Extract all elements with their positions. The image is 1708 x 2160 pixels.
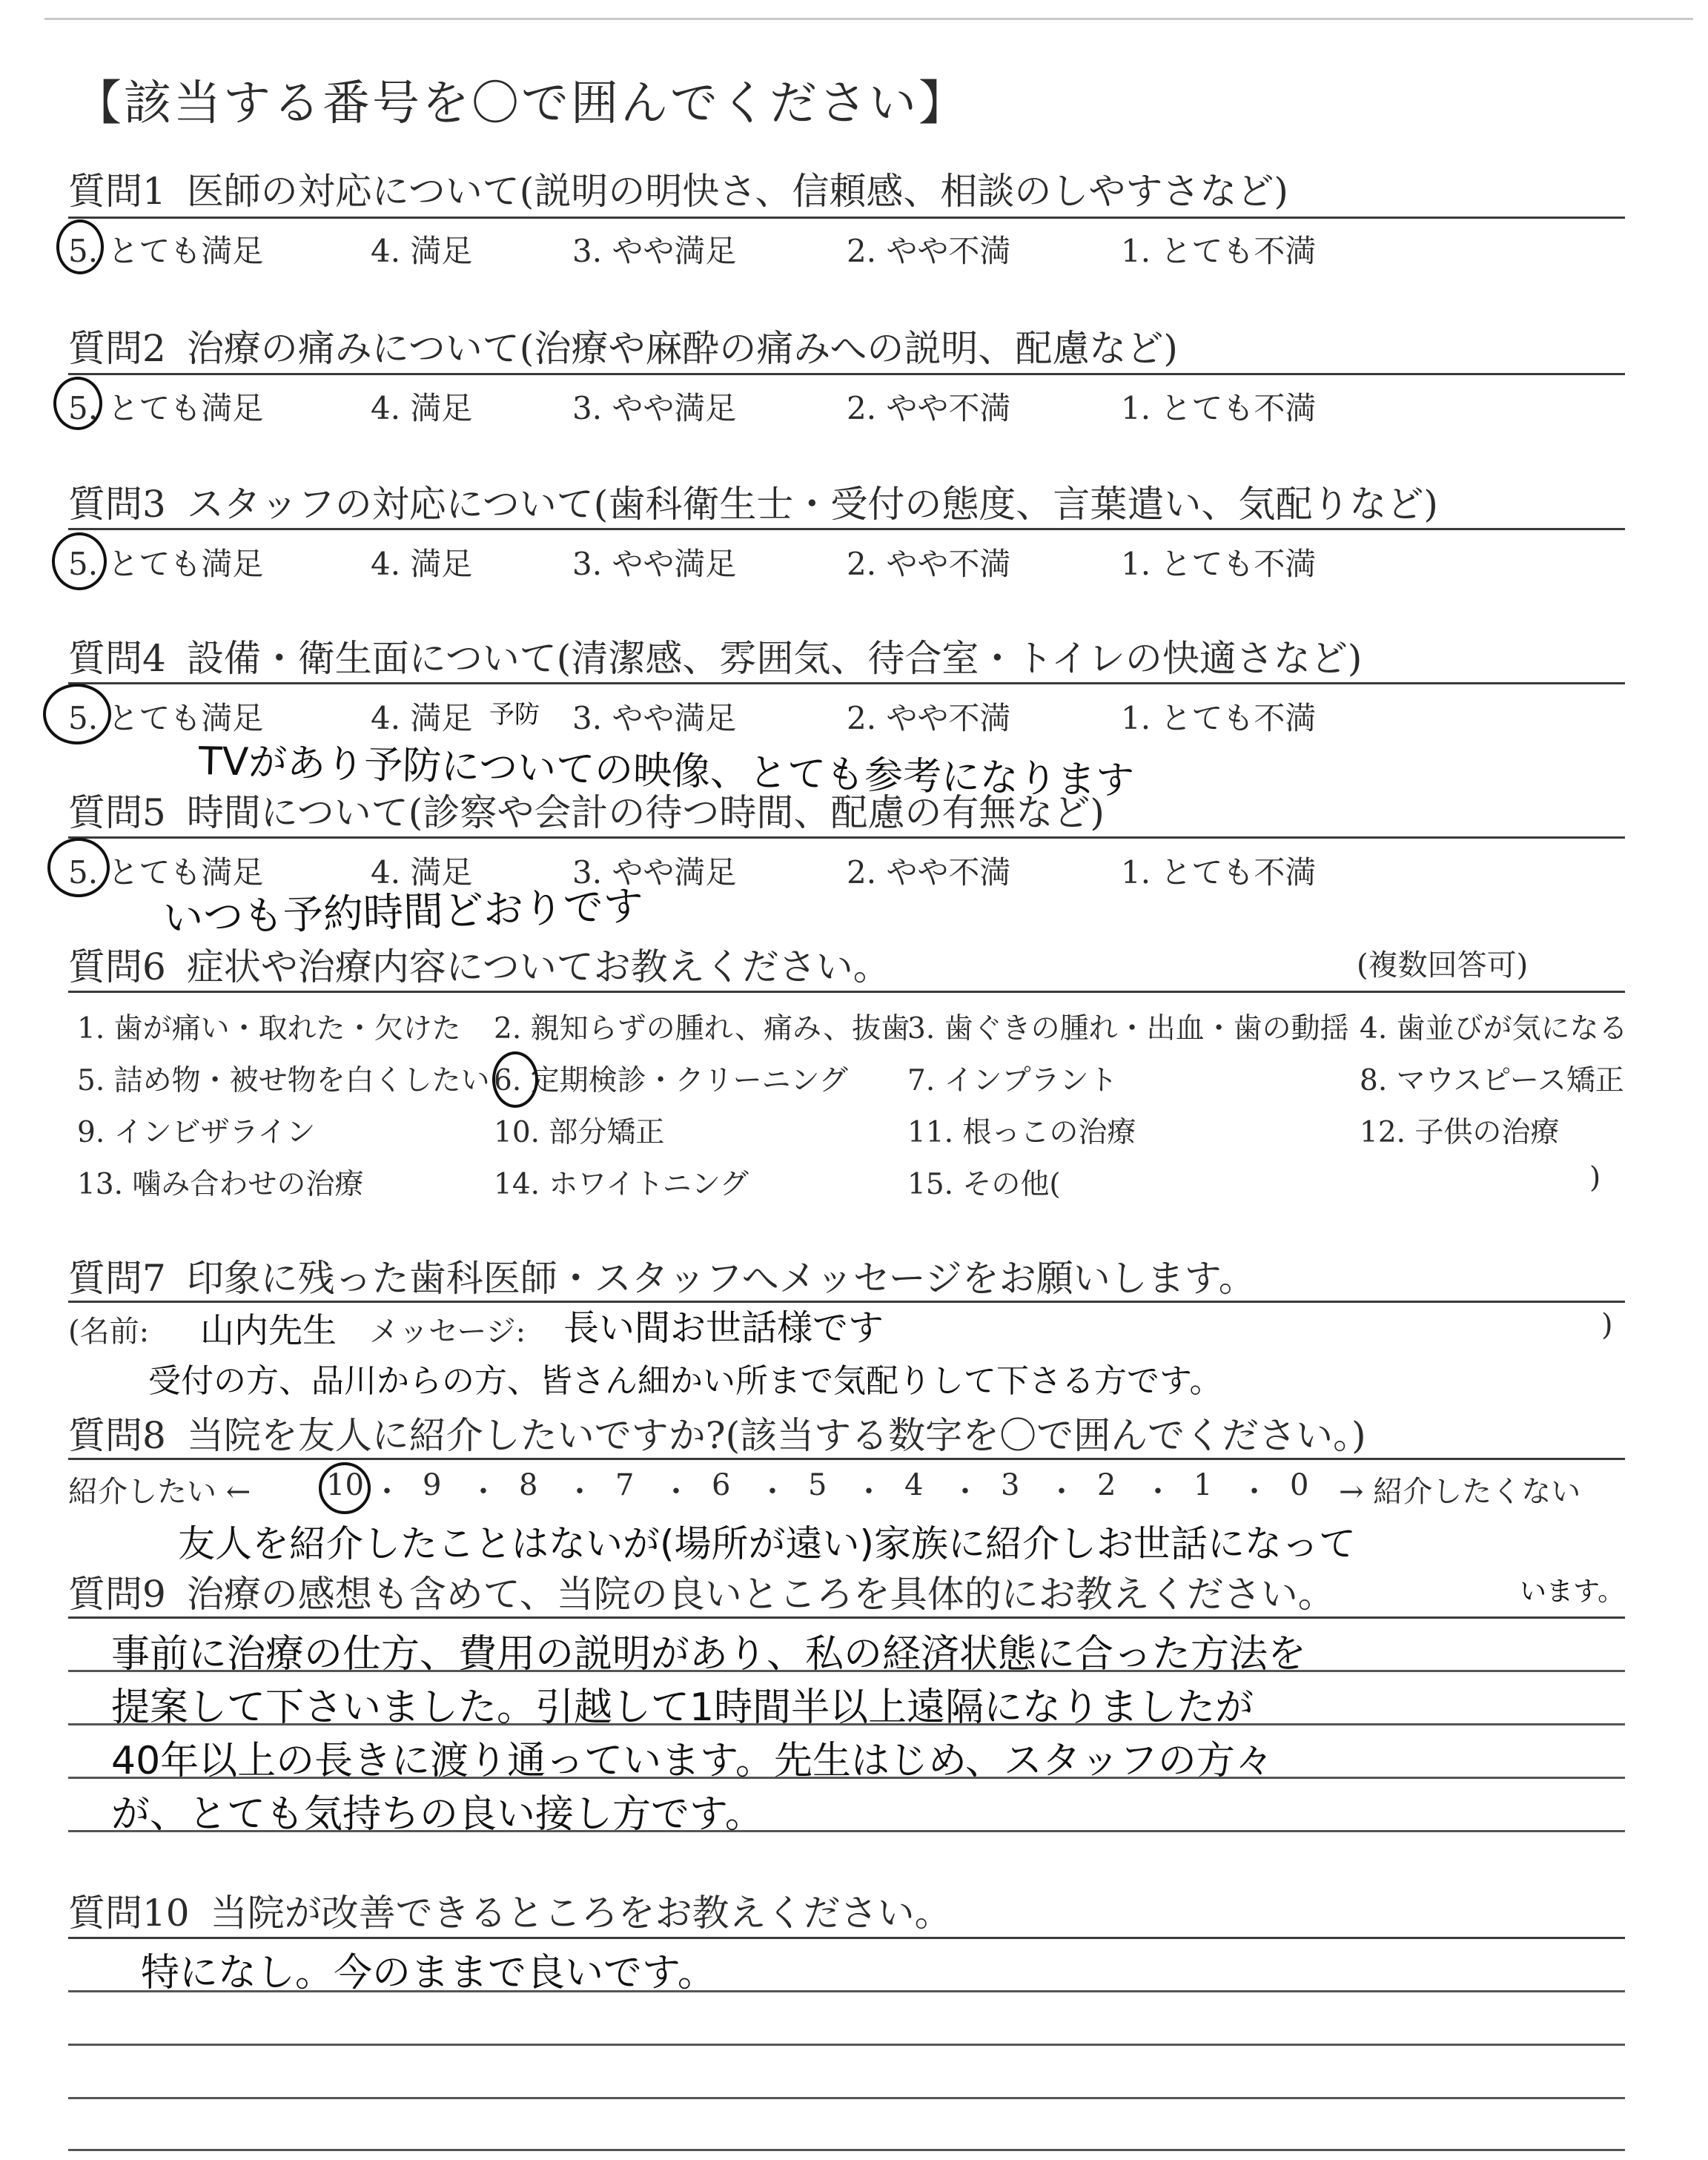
question-number: 質問5 xyxy=(68,791,166,834)
answer-line xyxy=(68,2097,1625,2099)
question-number: 質問9 xyxy=(68,1573,166,1616)
divider xyxy=(68,682,1625,684)
answer-line xyxy=(68,2044,1625,2046)
circled-mark xyxy=(492,1051,538,1108)
symptom-option[interactable]: 12. 子供の治療 xyxy=(1360,1116,1560,1149)
option-4[interactable]: 4. 満足 xyxy=(371,700,473,736)
handwritten-comment-q5: いつも予約時間どおりです xyxy=(162,882,644,942)
scale-separator: ・ xyxy=(565,1475,595,1509)
symptom-option[interactable]: 13. 噛み合わせの治療 xyxy=(77,1168,364,1201)
question-number: 質問4 xyxy=(68,637,166,680)
handwritten-message-2: 受付の方、品川からの方、皆さん細かい所まで気配りして下さる方です。 xyxy=(148,1362,1222,1400)
option-2[interactable]: 2. やや不満 xyxy=(847,233,1011,269)
question-1 xyxy=(68,162,1288,215)
option-5[interactable]: 5. とても満足 xyxy=(68,390,264,426)
divider xyxy=(68,1616,1625,1619)
circled-mark xyxy=(43,684,111,744)
circled-mark xyxy=(47,838,110,897)
scale-value-1[interactable]: 1 xyxy=(1194,1468,1213,1502)
handwritten-answer-line: が、とても気持ちの良い接し方です。 xyxy=(111,1792,764,1837)
scale-separator: ・ xyxy=(372,1475,402,1509)
multiple-answers-note: (複数回答可) xyxy=(1357,948,1529,982)
divider xyxy=(68,373,1625,375)
close-paren: ) xyxy=(1589,1161,1601,1195)
question-number: 質問1 xyxy=(68,170,166,213)
scale-separator: ・ xyxy=(950,1475,980,1509)
handwritten-name: 山内先生 xyxy=(200,1310,337,1350)
scale-separator: ・ xyxy=(1143,1475,1173,1509)
option-5[interactable]: 5. とても満足 xyxy=(68,233,264,269)
symptom-option[interactable]: 1. 歯が痛い・取れた・欠けた xyxy=(77,1012,461,1046)
symptom-option[interactable]: 14. ホワイトニング xyxy=(494,1168,749,1201)
scale-value-6[interactable]: 6 xyxy=(712,1468,731,1502)
name-label: (名前: xyxy=(68,1315,150,1349)
question-text: 当院が改善できるところをお教えください。 xyxy=(210,1892,952,1935)
question-number: 質問2 xyxy=(68,327,166,370)
scale-value-7[interactable]: 7 xyxy=(615,1468,635,1502)
handwritten-insert: 予防 xyxy=(489,700,540,730)
handwritten-answer-line: 事前に治療の仕方、費用の説明があり、私の経済状態に合った方法を xyxy=(111,1632,1307,1677)
scale-value-10[interactable]: 10 xyxy=(326,1468,364,1502)
symptom-option[interactable]: 11. 根っこの治療 xyxy=(907,1116,1136,1149)
scale-separator: ・ xyxy=(758,1475,787,1509)
option-3[interactable]: 3. やや満足 xyxy=(572,546,737,582)
question-number: 質問7 xyxy=(68,1257,166,1300)
option-3[interactable]: 3. やや満足 xyxy=(572,233,737,269)
question-number: 質問10 xyxy=(68,1892,190,1935)
question-number: 質問6 xyxy=(68,945,166,988)
option-2[interactable]: 2. やや不満 xyxy=(847,546,1011,582)
question-number: 質問8 xyxy=(68,1414,166,1457)
option-1[interactable]: 1. とても不満 xyxy=(1121,546,1317,582)
option-2[interactable]: 2. やや不満 xyxy=(847,700,1011,736)
scale-separator: ・ xyxy=(854,1475,884,1509)
scale-separator: ・ xyxy=(469,1475,498,1509)
handwritten-answer-line: 40年以上の長きに渡り通っています。先生はじめ、スタッフの方々 xyxy=(111,1739,1274,1783)
symptom-option[interactable]: 2. 親知らずの腫れ、痛み、抜歯 xyxy=(494,1012,910,1046)
message-label: メッセージ: xyxy=(369,1315,526,1349)
scale-value-5[interactable]: 5 xyxy=(808,1468,827,1502)
question-text: スタッフの対応について(歯科衛生士・受付の態度、言葉遣い、気配りなど) xyxy=(186,483,1438,526)
symptom-option[interactable]: 9. インビザライン xyxy=(77,1116,316,1149)
divider xyxy=(68,528,1625,530)
question-text: 治療の痛みについて(治療や麻酔の痛みへの説明、配慮など) xyxy=(186,327,1178,370)
circled-mark xyxy=(52,532,107,590)
option-3[interactable]: 3. やや満足 xyxy=(572,700,737,736)
option-3[interactable]: 3. やや満足 xyxy=(572,390,737,426)
question-text: 医師の対応について(説明の明快さ、信頼感、相談のしやすさなど) xyxy=(186,170,1288,213)
question-4 xyxy=(68,629,1362,682)
question-6 xyxy=(68,937,890,991)
question-3 xyxy=(68,475,1438,528)
handwritten-comment-q8-tail: います。 xyxy=(1520,1576,1625,1607)
scale-value-4[interactable]: 4 xyxy=(904,1468,924,1502)
symptom-option[interactable]: 10. 部分矯正 xyxy=(494,1116,665,1149)
divider xyxy=(68,217,1625,219)
handwritten-answer-line: 提案して下さいました。引越して1時間半以上遠隔になりましたが xyxy=(111,1685,1254,1730)
recommend-left-label: 紹介したい ← xyxy=(68,1475,251,1509)
option-1[interactable]: 1. とても不満 xyxy=(1121,700,1317,736)
scale-separator: ・ xyxy=(1047,1475,1076,1509)
option-5[interactable]: 5. とても満足 xyxy=(68,546,264,582)
scale-value-2[interactable]: 2 xyxy=(1097,1468,1116,1502)
symptom-option[interactable]: 4. 歯並びが気になる xyxy=(1360,1012,1628,1046)
question-number: 質問3 xyxy=(68,483,166,526)
option-5[interactable]: 5. とても満足 xyxy=(68,700,264,736)
option-1[interactable]: 1. とても不満 xyxy=(1121,854,1317,891)
question-text: 当院を友人に紹介したいですか?(該当する数字を〇で囲んでください。) xyxy=(186,1414,1366,1457)
scale-value-9[interactable]: 9 xyxy=(423,1468,442,1502)
question-9 xyxy=(68,1565,1335,1618)
question-text: 時間について(診察や会計の待つ時間、配慮の有無など) xyxy=(186,791,1105,834)
question-8 xyxy=(68,1406,1366,1459)
scale-value-3[interactable]: 3 xyxy=(1001,1468,1020,1502)
question-5 xyxy=(68,783,1105,836)
close-paren: ) xyxy=(1601,1308,1613,1342)
divider xyxy=(68,1937,1625,1939)
handwritten-comment-q4: TVがあり予防についての映像、とても参考になります xyxy=(198,739,1135,804)
scale-separator: ・ xyxy=(661,1475,691,1509)
question-text: 治療の感想も含めて、当院の良いところを具体的にお教えください。 xyxy=(186,1573,1335,1616)
handwritten-message: 長い間お世話様です xyxy=(563,1307,884,1349)
option-4[interactable]: 4. 満足 xyxy=(371,854,473,891)
symptom-option[interactable]: 5. 詰め物・被せ物を白くしたい xyxy=(77,1064,490,1097)
question-text: 設備・衛生面について(清潔感、雰囲気、待合室・トイレの快適さなど) xyxy=(186,637,1363,680)
question-7 xyxy=(68,1249,1256,1302)
option-1[interactable]: 1. とても不満 xyxy=(1121,233,1317,269)
option-4[interactable]: 4. 満足 xyxy=(371,390,473,426)
symptom-option[interactable]: 15. その他( xyxy=(907,1168,1061,1201)
handwritten-comment-q8: 友人を紹介したことはないが(場所が遠い)家族に紹介しお世話になって xyxy=(178,1522,1357,1565)
circled-mark xyxy=(56,219,104,274)
question-10 xyxy=(68,1883,952,1937)
circled-mark xyxy=(53,377,102,430)
symptom-option[interactable]: 7. インプラント xyxy=(907,1064,1118,1097)
question-text: 印象に残った歯科医師・スタッフへメッセージをお願いします。 xyxy=(186,1257,1256,1300)
symptom-option-selected[interactable]: 6. 定期検診・クリーニング xyxy=(494,1064,848,1097)
top-border xyxy=(44,18,1693,20)
handwritten-answer-q10: 特になし。今のままで良いです。 xyxy=(141,1951,716,1995)
question-2 xyxy=(68,319,1178,372)
answer-line xyxy=(68,2149,1625,2151)
option-1[interactable]: 1. とても不満 xyxy=(1121,390,1317,426)
recommend-right-label: → 紹介したくない xyxy=(1339,1475,1581,1509)
divider xyxy=(68,1458,1625,1460)
option-2[interactable]: 2. やや不満 xyxy=(847,854,1011,891)
divider xyxy=(68,836,1625,839)
scale-value-0[interactable]: 0 xyxy=(1290,1468,1309,1502)
circled-mark xyxy=(319,1462,371,1514)
option-4[interactable]: 4. 満足 xyxy=(371,546,473,582)
question-text: 症状や治療内容についてお教えください。 xyxy=(186,945,890,988)
symptom-option[interactable]: 8. マウスピース矯正 xyxy=(1360,1064,1624,1097)
option-5[interactable]: 5. とても満足 xyxy=(68,854,264,891)
symptom-option[interactable]: 3. 歯ぐきの腫れ・出血・歯の動揺 xyxy=(907,1012,1349,1046)
option-4[interactable]: 4. 満足 xyxy=(371,233,473,269)
option-3[interactable]: 3. やや満足 xyxy=(572,854,737,891)
scale-separator: ・ xyxy=(1239,1475,1269,1509)
scale-value-8[interactable]: 8 xyxy=(519,1468,538,1502)
recommend-scale xyxy=(326,1468,1309,1509)
divider xyxy=(68,991,1625,993)
option-2[interactable]: 2. やや不満 xyxy=(847,390,1011,426)
symptom-options xyxy=(77,1005,1626,1213)
page-title: 【該当する番号を〇で囲んでください】 xyxy=(74,76,968,131)
